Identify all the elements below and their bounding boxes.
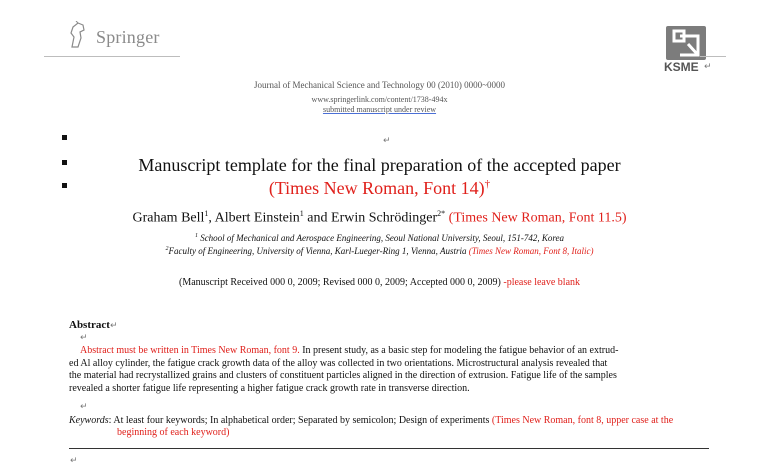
springer-logo <box>62 20 182 54</box>
manuscript-dates: (Manuscript Received 000 0, 2009; Revised 000 0, 2009; Accepted 000 0, 2009) -please leave blank <box>178 277 581 288</box>
header-rule-left <box>44 56 180 57</box>
abstract-line: Abstract must be written in Times New Roman, font 9. In present study, as a basic step for modeling the fatigue behavior of an extrud- <box>80 345 619 356</box>
journal-url: www.springerlink.com/content/1738-494x <box>311 95 448 104</box>
abstract-line: ed Al alloy cylinder, the fatigue crack growth data of the alloy was collected in two orientations. Microstructural analysis revealed that <box>69 357 608 369</box>
header-rule-right <box>700 56 726 57</box>
para-mark: ↵ <box>80 333 88 343</box>
paper-title: Manuscript template for the final preparation of the accepted paper <box>138 155 621 175</box>
para-mark: ↵ <box>70 456 78 466</box>
ksme-label: KSME <box>664 60 699 74</box>
ksme-logo <box>660 26 730 72</box>
author-list: Graham Bell$^1$, Albert Einstein$^1$ and Erwin Schrödinger$^{2*}$ (Times New Roman, Font 11.5) <box>132 209 627 226</box>
keywords: Keywords: At least four keywords; In alphabetical order; Separated by semicolon; Design of experiments (Times New Roman, font 8, upper case at the beginning of each keyword) <box>69 415 674 438</box>
springer-horse-icon <box>66 21 90 49</box>
para-mark: ↵ <box>80 402 88 412</box>
ksme-emblem-icon <box>666 26 706 60</box>
para-mark: ↵ <box>704 62 712 72</box>
abstract-heading: Abstract↵ <box>69 319 118 331</box>
affiliation-1: $^1$ School of Mechanical and Aerospace Engineering, Seoul National University, Seoul, 151-742, Korea <box>194 233 565 243</box>
abstract-line: revealed a shorter fatigue life representing a higher fatigue crack growth rate in transverse direction. <box>69 382 470 394</box>
affiliation-2: $^2$Faculty of Engineering, University of Vienna, Karl-Lueger-Ring 1, Vienna, Austria (Times New Roman, Font 8, Italic) <box>165 246 594 256</box>
journal-line: Journal of Mechanical Science and Technology 00 (2010) 0000~0000 <box>253 80 505 90</box>
publisher-name: Springer <box>96 27 160 47</box>
section-divider <box>69 448 709 449</box>
abstract-line: the material had recrystallized grains and clusters of constituent particles aligned in the direction of extrusion. Fatigue life of the samples <box>69 370 617 382</box>
para-mark: ↵ <box>383 136 391 146</box>
title-font-note: (Times New Roman, Font 14)† <box>268 178 491 198</box>
abstract-body <box>69 345 709 395</box>
list-bullet <box>62 135 67 140</box>
review-status: submitted manuscript under review <box>322 105 437 114</box>
